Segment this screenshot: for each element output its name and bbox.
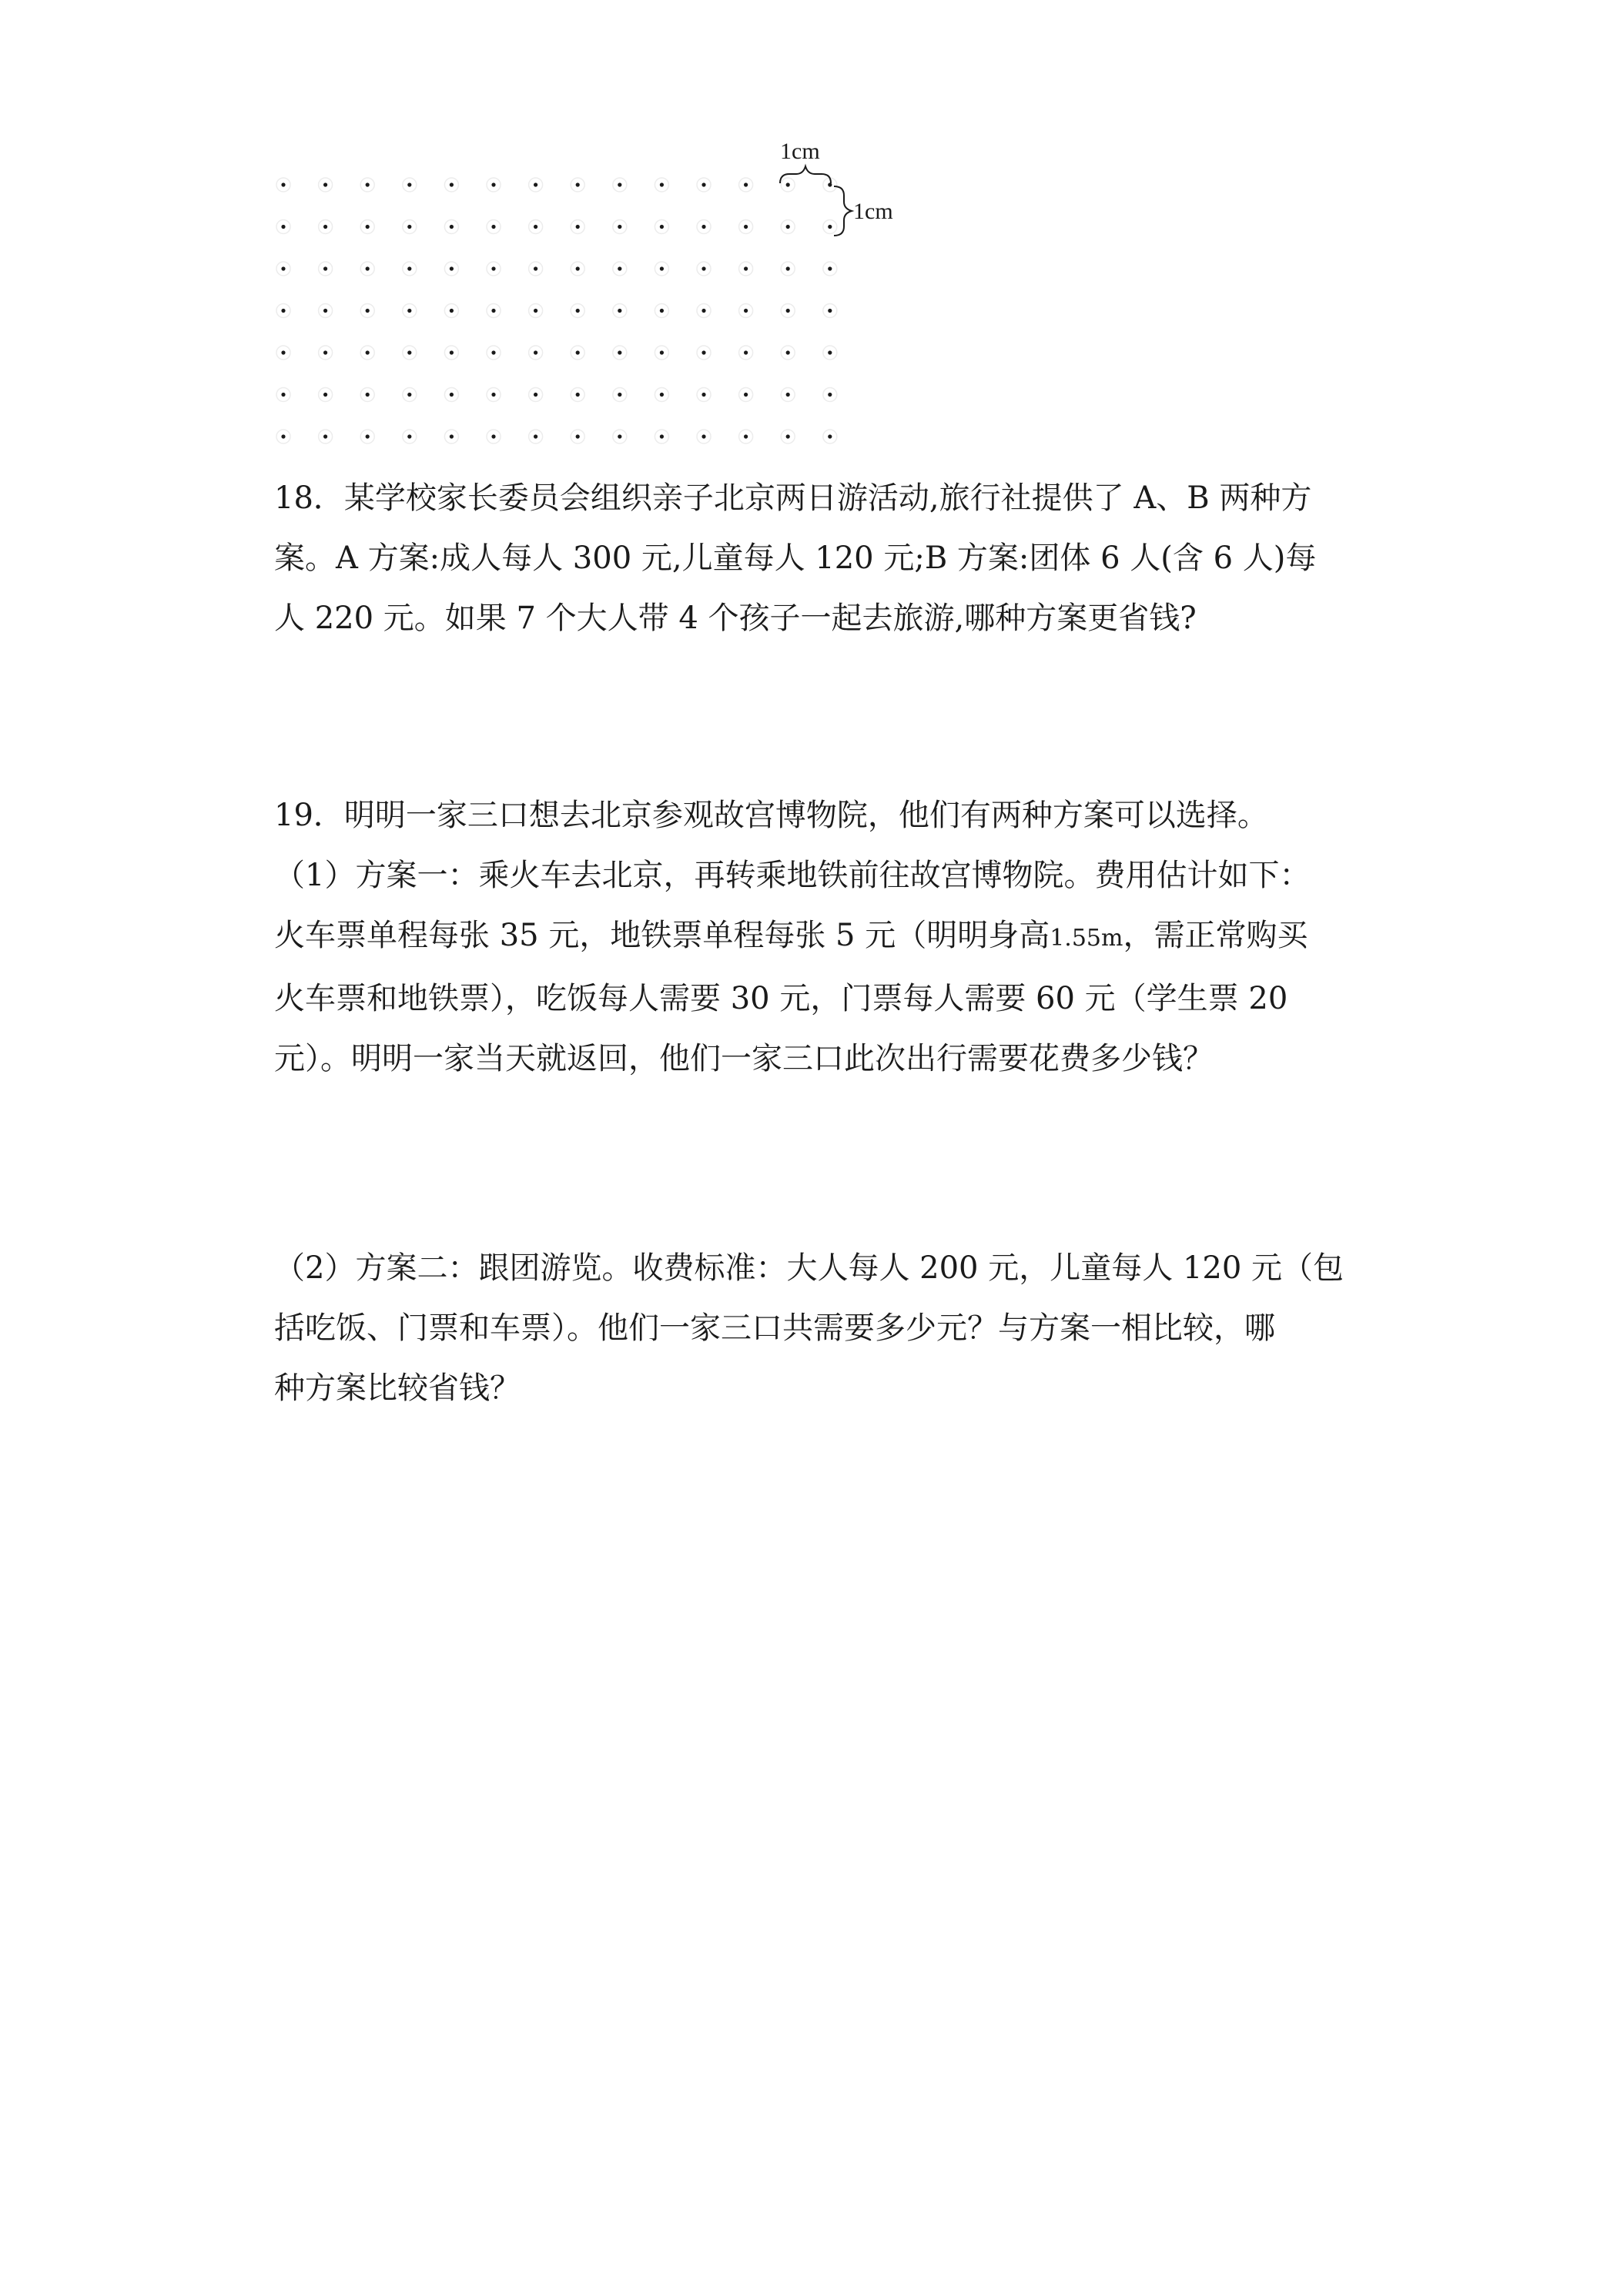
unit-label-horizontal: 1cm	[780, 139, 820, 164]
grid-dot	[576, 266, 580, 270]
question-18	[274, 468, 1368, 648]
grid-dot	[323, 309, 327, 313]
question-19	[274, 785, 1368, 1089]
grid-dot	[828, 434, 832, 438]
grid-dot	[450, 434, 454, 438]
grid-dot	[534, 309, 537, 313]
q19-part1-line-2	[274, 905, 1368, 969]
grid-dot	[660, 182, 664, 186]
grid-dot	[366, 182, 370, 186]
grid-dot	[534, 225, 537, 229]
grid-dot	[744, 350, 748, 354]
grid-dot	[744, 309, 748, 313]
grid-dot	[828, 225, 832, 229]
grid-dot	[366, 434, 370, 438]
grid-dot	[702, 182, 705, 186]
grid-dot	[576, 393, 580, 397]
q19-intro: 19．明明一家三口想去北京参观故宫博物院，他们有两种方案可以选择。	[274, 798, 1268, 833]
grid-dot	[323, 393, 327, 397]
grid-dot	[366, 393, 370, 397]
grid-dot	[366, 266, 370, 270]
grid-dot	[407, 225, 411, 229]
grid-dot	[744, 393, 748, 397]
grid-dot	[407, 309, 411, 313]
grid-dot	[786, 266, 790, 270]
grid-dot	[702, 393, 705, 397]
grid-dot	[534, 434, 537, 438]
grid-dot	[786, 225, 790, 229]
grid-dot	[491, 434, 495, 438]
grid-dot	[491, 350, 495, 354]
grid-dot	[534, 350, 537, 354]
unit-label-vertical: 1cm	[853, 199, 893, 224]
grid-dot	[323, 350, 327, 354]
grid-dot	[323, 182, 327, 186]
grid-dot	[618, 434, 621, 438]
grid-dot	[407, 393, 411, 397]
grid-dot	[281, 182, 285, 186]
dot-grid-figure	[0, 0, 1624, 462]
grid-dot	[744, 225, 748, 229]
grid-dot	[618, 393, 621, 397]
grid-dot	[660, 309, 664, 313]
grid-dot	[786, 350, 790, 354]
grid-dot	[702, 350, 705, 354]
grid-dot	[366, 225, 370, 229]
grid-dot	[366, 309, 370, 313]
grid-dot	[407, 266, 411, 270]
grid-dot	[828, 393, 832, 397]
q18-line-1: 18．某学校家长委员会组织亲子北京两日游活动,旅行社提供了 A、B 两种方	[274, 480, 1312, 516]
grid-dot	[491, 225, 495, 229]
grid-dot	[660, 350, 664, 354]
grid-dot	[407, 434, 411, 438]
grid-dot	[407, 350, 411, 354]
q19-part2-line-1: （2）方案二：跟团游览。收费标准：大人每人 200 元，儿童每人 120 元（包	[274, 1250, 1344, 1286]
grid-dot	[660, 434, 664, 438]
grid-dot	[786, 309, 790, 313]
grid-dot	[491, 182, 495, 186]
grid-dot	[281, 266, 285, 270]
grid-dot	[828, 266, 832, 270]
grid-dot	[576, 309, 580, 313]
grid-dot	[618, 309, 621, 313]
grid-dot	[491, 393, 495, 397]
grid-dots	[276, 178, 837, 462]
q19-part1-line-1: （1）方案一：乘火车去北京，再转乘地铁前往故宫博物院。费用估计如下：	[274, 858, 1311, 893]
grid-dot	[534, 266, 537, 270]
grid-dot	[702, 225, 705, 229]
grid-dot	[281, 350, 285, 354]
grid-dot	[491, 266, 495, 270]
grid-dot	[744, 182, 748, 186]
grid-dot	[618, 225, 621, 229]
grid-dot	[576, 434, 580, 438]
height-value: 1.55m	[1050, 925, 1123, 952]
grid-dot	[786, 182, 790, 186]
question-19-part-2	[274, 1238, 1368, 1418]
grid-dot	[660, 393, 664, 397]
q19-part1-line-3: 火车票和地铁票），吃饭每人需要 30 元，门票每人需要 60 元（学生票 20	[274, 981, 1288, 1016]
grid-dot	[744, 434, 748, 438]
q19-part1-line-4: 元）。明明一家当天就返回，他们一家三口此次出行需要花费多少钱？	[274, 1041, 1214, 1076]
grid-dot	[323, 266, 327, 270]
grid-dot	[491, 309, 495, 313]
grid-dot	[618, 266, 621, 270]
grid-dot	[702, 434, 705, 438]
grid-dot	[786, 434, 790, 438]
grid-dot	[281, 309, 285, 313]
grid-dot	[702, 309, 705, 313]
grid-dot	[450, 309, 454, 313]
grid-dot	[534, 182, 537, 186]
grid-dot	[281, 225, 285, 229]
q19-part2-line-3: 种方案比较省钱？	[274, 1371, 521, 1406]
grid-dot	[281, 434, 285, 438]
grid-dot	[828, 182, 832, 186]
grid-dot	[618, 350, 621, 354]
q19-part1-line-2-a: 火车票单程每张 35 元，地铁票单程每张 5 元（明明身高	[274, 918, 1050, 953]
grid-dot	[450, 350, 454, 354]
grid-dot	[744, 266, 748, 270]
grid-dot	[576, 182, 580, 186]
grid-dot	[702, 266, 705, 270]
grid-dot	[576, 225, 580, 229]
grid-dot	[323, 225, 327, 229]
grid-dot	[281, 393, 285, 397]
grid-dot	[786, 393, 790, 397]
grid-dot	[450, 182, 454, 186]
horizontal-brace	[780, 166, 831, 183]
q19-part1-line-2-b: ，需正常购买	[1123, 918, 1308, 953]
grid-dot	[660, 266, 664, 270]
grid-dot	[366, 350, 370, 354]
grid-dot	[407, 182, 411, 186]
q18-line-3: 人 220 元。如果 7 个大人带 4 个孩子一起去旅游,哪种方案更省钱?	[274, 601, 1197, 636]
q18-line-2: 案。A 方案:成人每人 300 元,儿童每人 120 元;B 方案:团体 6 人(含 6 人)每	[274, 541, 1317, 576]
grid-dot	[618, 182, 621, 186]
grid-dot	[450, 266, 454, 270]
grid-dot	[660, 225, 664, 229]
grid-dot	[450, 225, 454, 229]
grid-dot	[576, 350, 580, 354]
grid-dot	[450, 393, 454, 397]
grid-dot	[828, 309, 832, 313]
grid-dot	[534, 393, 537, 397]
q19-part2-line-2: 括吃饭、门票和车票）。他们一家三口共需要多少元？与方案一相比较，哪	[274, 1310, 1275, 1346]
grid-dot	[828, 350, 832, 354]
grid-dot	[323, 434, 327, 438]
